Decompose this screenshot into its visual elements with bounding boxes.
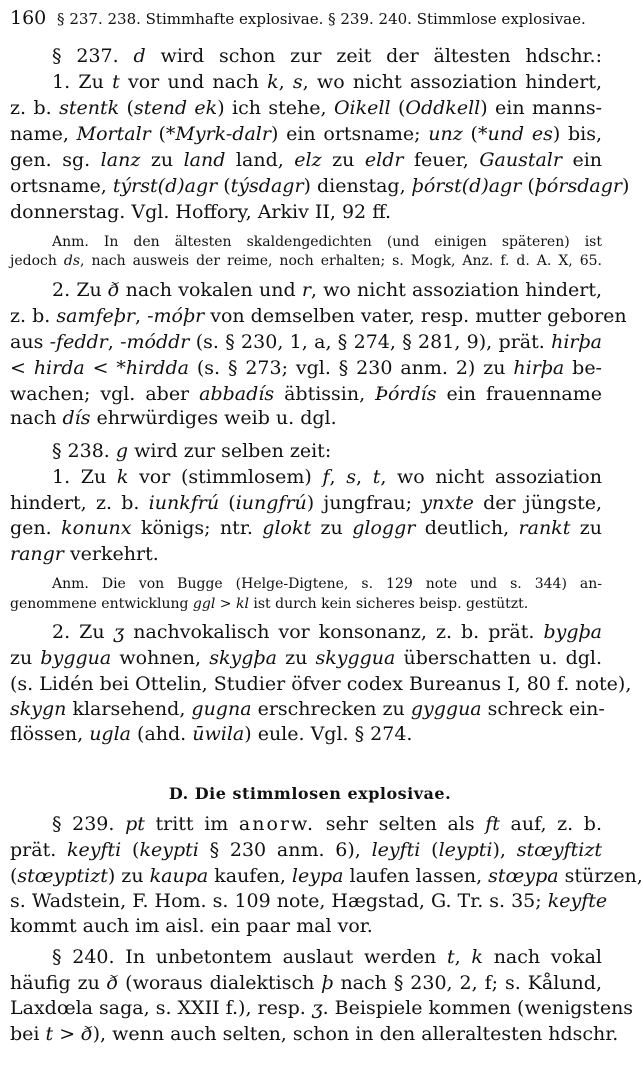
text-line: prät. keyfti (keypti § 230 anm. 6), leyfti (leypti), stœyftizt [10,839,603,861]
note-line: jedoch ds, nach ausweis der reime, noch erhalten; s. Mogk, Anz. f. d. A. X, 65. [10,253,602,269]
text-line: 2. Zu ʒ nachvokalisch vor konsonanz, z. b. prät. bygþa [52,621,602,643]
text-line: bei t > ð), wenn auch selten, schon in den alleraltesten hdschr. [10,1023,619,1045]
text-line: 1. Zu k vor (stimmlosem) f, s, t, wo nicht assoziation [52,466,602,488]
text-line: z. b. samfeþr, -móþr von demselben vater, resp. mutter geboren [10,305,627,327]
text-line: zu byggua wohnen, skygþa zu skyggua überschatten u. dgl. [10,647,603,669]
note-line: genommene entwicklung ggl > kl ist durch kein sicheres beisp. gestützt. [10,596,529,612]
text-line: häufig zu ð (woraus dialektisch þ nach § 230, 2, f; s. Kålund, [10,972,602,994]
note-line: Anm. In den ältesten skaldengedichten (und einigen späteren) ist [52,234,602,250]
text-line: kommt auch im aisl. ein paar mal vor. [10,915,373,937]
text-line: wachen; vgl. aber abbadís äbtissin, Þórdís ein frauenname [10,383,602,405]
text-line: hindert, z. b. iunkfrú (iungfrú) jungfrau; ynxte der jüngste, [10,492,602,514]
text-line: skygn klarsehend, gugna erschrecken zu gyggua schreck ein- [10,698,605,720]
text-line: (stœyptizt) zu kaupa kaufen, leypa laufen lassen, stœypa stürzen, [10,865,643,887]
running-header [10,6,602,31]
text-line: rangr verkehrt. [10,543,159,565]
text-line: name, Mortalr (*Myrk-dalr) ein ortsname; unz (*und es) bis, [10,123,603,145]
text-line: (s. Lidén bei Ottelin, Studier öfver codex Bureanus I, 80 f. note), [10,673,632,695]
section-heading: D. Die stimmlosen explosivae. [168,784,452,803]
page-number: 160 [10,7,47,29]
text-line: gen. konunx königs; ntr. glokt zu gloggr deutlich, rankt zu [10,517,603,539]
text-line: z. b. stentk (stend ek) ich stehe, Oikell (Oddkell) ein manns- [10,97,603,119]
text-line: donnerstag. Vgl. Hoffory, Arkiv II, 92 ff. [10,201,392,223]
text-line: < hirda < *hirdda (s. § 273; vgl. § 230 anm. 2) zu hirþa be- [10,357,602,379]
text-line: 2. Zu ð nach vokalen und r, wo nicht assoziation hindert, [52,279,603,301]
text-line: nach dís ehrwürdiges weib u. dgl. [10,407,337,429]
text-line: ortsname, týrst(d)agr (týsdagr) dienstag, þórst(d)agr (þórsdagr) [10,175,630,197]
text-line: Laxdœla saga, s. XXII f.), resp. ʒ. Beispiele kommen (wenigstens [10,997,634,1019]
text-line: aus -feddr, -móddr (s. § 230, 1, a, § 274, § 281, 9), prät. hirþa [10,331,602,353]
running-title: § 237. 238. Stimmhafte explosivae. § 239. 240. Stimmlose explosivae. [57,10,586,28]
text-line: gen. sg. lanz zu land land, elz zu eldr feuer, Gaustalr ein [10,149,603,171]
text-line: § 240. In unbetontem auslaut werden t, k nach vokal [52,946,602,968]
text-line: 1. Zu t vor und nach k, s, wo nicht assoziation hindert, [52,71,602,93]
text-line: flössen, ugla (ahd. ūwila) eule. Vgl. § 274. [10,723,413,745]
note-line: Anm. Die von Bugge (Helge-Digtene, s. 129 note und s. 344) an- [52,576,602,592]
text-line: § 238. g wird zur selben zeit: [52,440,332,462]
text-line: § 237. d wird schon zur zeit der ältesten hdschr.: [52,45,602,67]
text-line: § 239. pt tritt im anorw. sehr selten als ft auf, z. b. [52,813,602,835]
text-line: s. Wadstein, F. Hom. s. 109 note, Hægstad, G. Tr. s. 35; keyfte [10,890,608,912]
